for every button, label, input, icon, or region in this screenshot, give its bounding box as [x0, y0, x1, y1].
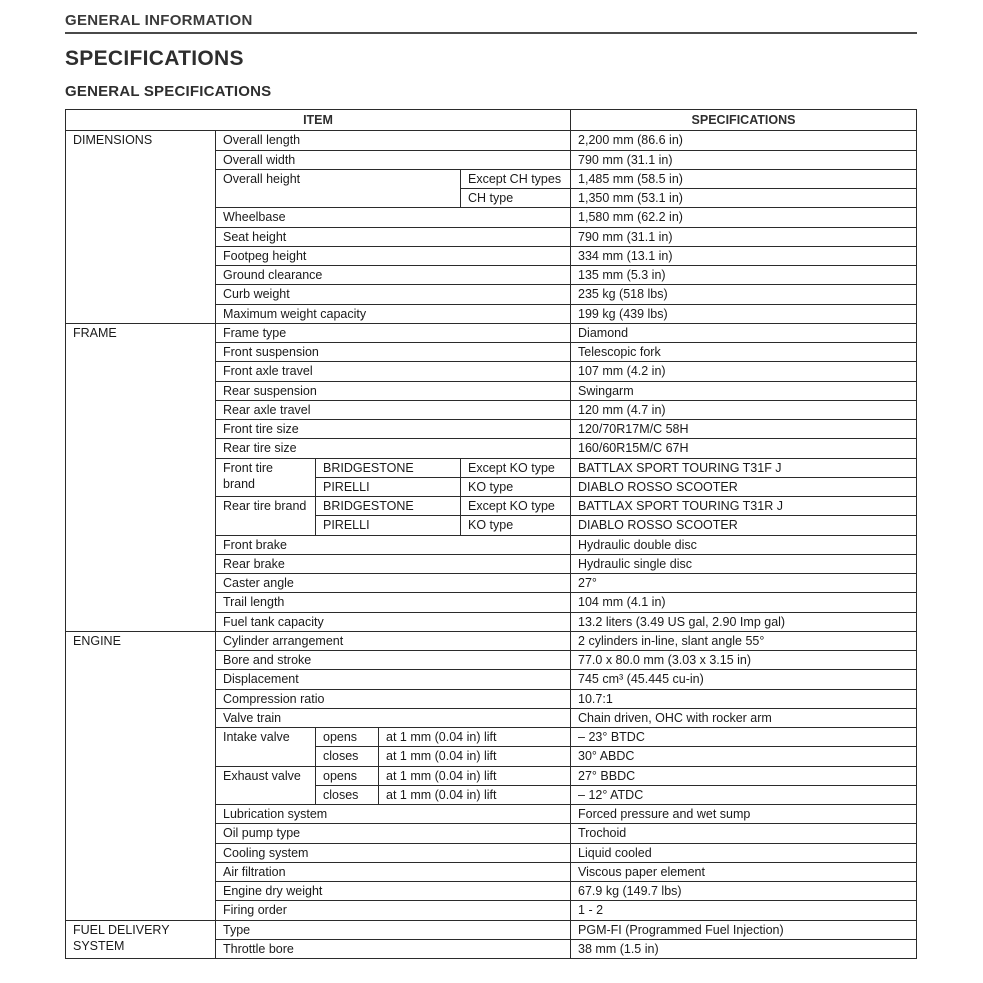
- item-cell: Intake valve: [216, 728, 316, 767]
- item-cell: Front tire brand: [216, 458, 316, 497]
- spec-cell: Hydraulic double disc: [571, 535, 917, 554]
- condition-cell: KO type: [461, 516, 571, 535]
- condition-cell: CH type: [461, 189, 571, 208]
- spec-cell: 27° BBDC: [571, 766, 917, 785]
- table-row: [66, 131, 917, 150]
- spec-cell: 77.0 x 80.0 mm (3.03 x 3.15 in): [571, 651, 917, 670]
- item-cell: Frame type: [216, 323, 571, 342]
- specifications-column-header: SPECIFICATIONS: [571, 110, 917, 131]
- condition-cell: Except CH types: [461, 169, 571, 188]
- spec-cell: 104 mm (4.1 in): [571, 593, 917, 612]
- item-cell: Air filtration: [216, 862, 571, 881]
- item-cell: Engine dry weight: [216, 882, 571, 901]
- condition-cell: Except KO type: [461, 497, 571, 516]
- item-cell: Throttle bore: [216, 939, 571, 958]
- table-row: [66, 920, 917, 939]
- sub-cell: opens: [316, 728, 379, 747]
- section-heading: GENERAL INFORMATION: [65, 12, 917, 34]
- spec-cell: 2,200 mm (86.6 in): [571, 131, 917, 150]
- item-cell: Bore and stroke: [216, 651, 571, 670]
- spec-cell: 10.7:1: [571, 689, 917, 708]
- item-cell: Rear tire size: [216, 439, 571, 458]
- spec-cell: 235 kg (518 lbs): [571, 285, 917, 304]
- item-cell: Rear brake: [216, 554, 571, 573]
- spec-cell: 334 mm (13.1 in): [571, 246, 917, 265]
- item-cell: Caster angle: [216, 574, 571, 593]
- item-cell: Overall height: [216, 169, 461, 208]
- item-cell: Displacement: [216, 670, 571, 689]
- sub-cell: opens: [316, 766, 379, 785]
- item-cell: Exhaust valve: [216, 766, 316, 805]
- table-row: [66, 323, 917, 342]
- spec-cell: Chain driven, OHC with rocker arm: [571, 708, 917, 727]
- spec-cell: Swingarm: [571, 381, 917, 400]
- spec-cell: 1,350 mm (53.1 in): [571, 189, 917, 208]
- category-cell: ENGINE: [66, 631, 216, 920]
- table-header-row: [66, 110, 917, 131]
- sub-cell: closes: [316, 747, 379, 766]
- spec-cell: BATTLAX SPORT TOURING T31F J: [571, 458, 917, 477]
- spec-cell: PGM-FI (Programmed Fuel Injection): [571, 920, 917, 939]
- item-cell: Maximum weight capacity: [216, 304, 571, 323]
- category-cell: FUEL DELIVERY SYSTEM: [66, 920, 216, 959]
- spec-cell: 135 mm (5.3 in): [571, 266, 917, 285]
- item-cell: Fuel tank capacity: [216, 612, 571, 631]
- spec-cell: 27°: [571, 574, 917, 593]
- spec-cell: DIABLO ROSSO SCOOTER: [571, 516, 917, 535]
- spec-cell: Telescopic fork: [571, 343, 917, 362]
- spec-cell: 13.2 liters (3.49 US gal, 2.90 Imp gal): [571, 612, 917, 631]
- item-cell: Overall width: [216, 150, 571, 169]
- spec-cell: Viscous paper element: [571, 862, 917, 881]
- item-cell: Front suspension: [216, 343, 571, 362]
- spec-cell: 2 cylinders in-line, slant angle 55°: [571, 631, 917, 650]
- sub-cell: PIRELLI: [316, 516, 461, 535]
- sub-cell: PIRELLI: [316, 477, 461, 496]
- spec-cell: – 12° ATDC: [571, 785, 917, 804]
- spec-cell: 1,580 mm (62.2 in): [571, 208, 917, 227]
- sub-cell: closes: [316, 785, 379, 804]
- spec-cell: Liquid cooled: [571, 843, 917, 862]
- condition-cell: at 1 mm (0.04 in) lift: [379, 766, 571, 785]
- item-cell: Curb weight: [216, 285, 571, 304]
- specifications-table: [65, 109, 917, 959]
- item-cell: Wheelbase: [216, 208, 571, 227]
- spec-cell: BATTLAX SPORT TOURING T31R J: [571, 497, 917, 516]
- item-cell: Cylinder arrangement: [216, 631, 571, 650]
- spec-cell: 120 mm (4.7 in): [571, 400, 917, 419]
- item-cell: Front tire size: [216, 420, 571, 439]
- condition-cell: at 1 mm (0.04 in) lift: [379, 747, 571, 766]
- spec-cell: – 23° BTDC: [571, 728, 917, 747]
- item-column-header: ITEM: [66, 110, 571, 131]
- table-body: [66, 131, 917, 959]
- condition-cell: at 1 mm (0.04 in) lift: [379, 728, 571, 747]
- spec-cell: 1 - 2: [571, 901, 917, 920]
- spec-cell: 1,485 mm (58.5 in): [571, 169, 917, 188]
- item-cell: Type: [216, 920, 571, 939]
- item-cell: Compression ratio: [216, 689, 571, 708]
- spec-cell: DIABLO ROSSO SCOOTER: [571, 477, 917, 496]
- spec-cell: 199 kg (439 lbs): [571, 304, 917, 323]
- item-cell: Valve train: [216, 708, 571, 727]
- item-cell: Firing order: [216, 901, 571, 920]
- item-cell: Front axle travel: [216, 362, 571, 381]
- item-cell: Cooling system: [216, 843, 571, 862]
- sub-cell: BRIDGESTONE: [316, 458, 461, 477]
- spec-cell: Diamond: [571, 323, 917, 342]
- spec-cell: Forced pressure and wet sump: [571, 805, 917, 824]
- item-cell: Overall length: [216, 131, 571, 150]
- spec-cell: Hydraulic single disc: [571, 554, 917, 573]
- item-cell: Oil pump type: [216, 824, 571, 843]
- category-cell: FRAME: [66, 323, 216, 631]
- item-cell: Seat height: [216, 227, 571, 246]
- spec-cell: 790 mm (31.1 in): [571, 227, 917, 246]
- page-subtitle: GENERAL SPECIFICATIONS: [65, 83, 272, 100]
- spec-cell: 38 mm (1.5 in): [571, 939, 917, 958]
- category-cell: DIMENSIONS: [66, 131, 216, 324]
- spec-cell: 67.9 kg (149.7 lbs): [571, 882, 917, 901]
- item-cell: Rear axle travel: [216, 400, 571, 419]
- item-cell: Rear suspension: [216, 381, 571, 400]
- item-cell: Rear tire brand: [216, 497, 316, 536]
- page-title: SPECIFICATIONS: [65, 47, 244, 70]
- item-cell: Trail length: [216, 593, 571, 612]
- item-cell: Footpeg height: [216, 246, 571, 265]
- spec-cell: 107 mm (4.2 in): [571, 362, 917, 381]
- condition-cell: KO type: [461, 477, 571, 496]
- spec-cell: 120/70R17M/C 58H: [571, 420, 917, 439]
- spec-cell: 745 cm³ (45.445 cu-in): [571, 670, 917, 689]
- item-cell: Lubrication system: [216, 805, 571, 824]
- spec-cell: 30° ABDC: [571, 747, 917, 766]
- table-row: [66, 631, 917, 650]
- sub-cell: BRIDGESTONE: [316, 497, 461, 516]
- item-cell: Front brake: [216, 535, 571, 554]
- item-cell: Ground clearance: [216, 266, 571, 285]
- spec-cell: Trochoid: [571, 824, 917, 843]
- condition-cell: Except KO type: [461, 458, 571, 477]
- spec-cell: 160/60R15M/C 67H: [571, 439, 917, 458]
- condition-cell: at 1 mm (0.04 in) lift: [379, 785, 571, 804]
- spec-cell: 790 mm (31.1 in): [571, 150, 917, 169]
